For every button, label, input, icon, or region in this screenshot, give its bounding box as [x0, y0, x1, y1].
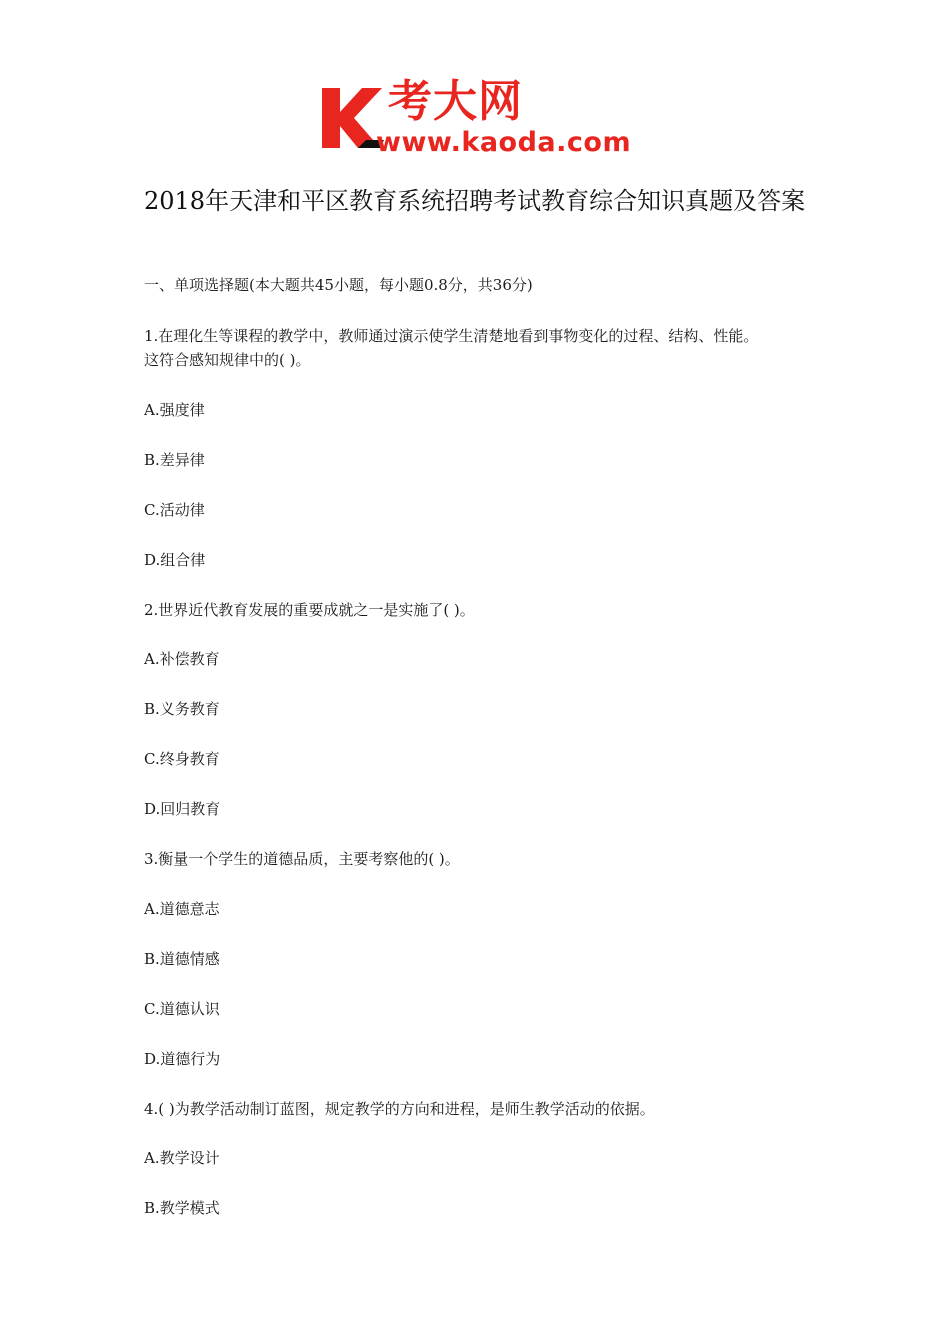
- answer-option: D.回归教育: [144, 800, 221, 819]
- answer-option: C.道德认识: [144, 999, 220, 1018]
- question-stem: 2.世界近代教育发展的重要成就之一是实施了( )。: [144, 600, 475, 619]
- question-stem: 4.( )为教学活动制订蓝图，规定教学的方向和进程，是师生教学活动的依据。: [144, 1099, 655, 1118]
- section-header: 一、单项选择题(本大题共45小题，每小题0.8分，共36分): [144, 276, 533, 294]
- answer-option: B.义务教育: [144, 700, 220, 719]
- document-title: 2018年天津和平区教育系统招聘考试教育综合知识真题及答案: [144, 187, 806, 215]
- answer-option: A.道德意志: [144, 899, 220, 918]
- answer-option: B.道德情感: [144, 949, 220, 968]
- answer-option: D.道德行为: [144, 1049, 221, 1068]
- question-stem: 3.衡量一个学生的道德品质，主要考察他的( )。: [144, 850, 460, 868]
- question-stem: 这符合感知规律中的( )。: [144, 351, 311, 369]
- answer-option: D.组合律: [144, 550, 206, 569]
- answer-option: C.活动律: [144, 500, 205, 519]
- kaoda-logo: [318, 78, 648, 160]
- answer-option: A.补偿教育: [144, 650, 220, 669]
- logo-url-text: www.kaoda.com: [376, 127, 632, 158]
- answer-option: C.终身教育: [144, 750, 220, 769]
- logo-brand-text: 考大网: [388, 76, 523, 127]
- answer-option: A.教学设计: [144, 1149, 220, 1168]
- answer-option: A.强度律: [144, 400, 205, 419]
- question-stem: 1.在理化生等课程的教学中，教师通过演示使学生清楚地看到事物变化的过程、结构、性能。: [144, 327, 759, 345]
- answer-option: B.教学模式: [144, 1199, 220, 1218]
- answer-option: B.差异律: [144, 450, 205, 469]
